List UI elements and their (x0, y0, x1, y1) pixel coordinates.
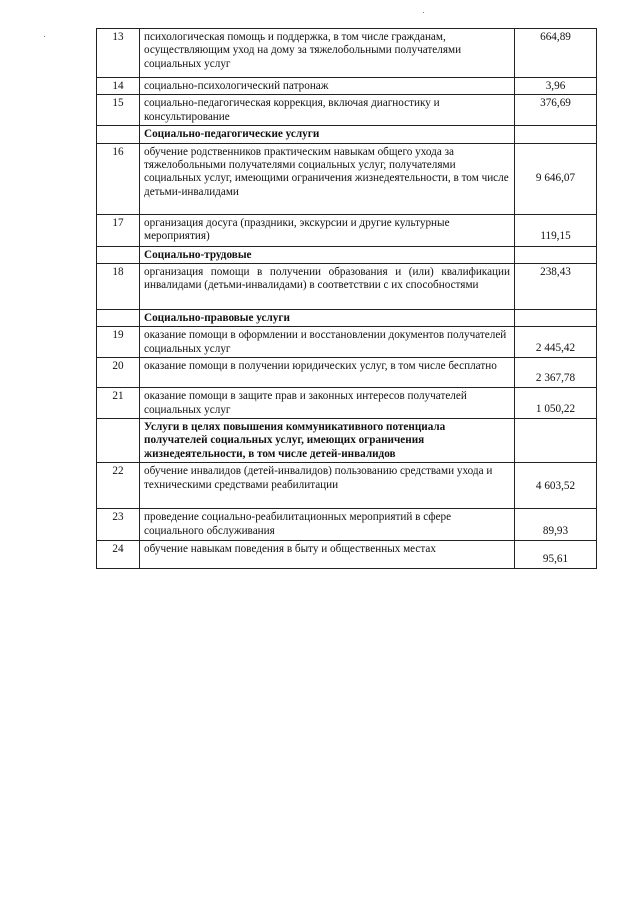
row-number: 21 (97, 388, 140, 419)
table-row (97, 214, 597, 246)
row-number: 24 (97, 541, 140, 569)
service-name: обучение родственников практическим навыкам общего ухода за тяжелобольными получателями социальных услуг, получателями социальных услуг, имеющими ограничения жизнедеятельности, в том числе детьми-инвалидами (140, 143, 515, 214)
table-row (97, 509, 597, 541)
row-number (97, 310, 140, 327)
service-name: социально-психологический патронаж (140, 78, 515, 95)
table-row (97, 95, 597, 126)
row-number: 14 (97, 78, 140, 95)
section-header-row (97, 126, 597, 143)
service-name: обучение инвалидов (детей-инвалидов) пользованию средствами ухода и техническими средствами реабилитации (140, 463, 515, 509)
service-price: 119,15 (515, 214, 597, 246)
service-price: 376,69 (515, 95, 597, 126)
row-number: 16 (97, 143, 140, 214)
service-price: 1 050,22 (515, 388, 597, 419)
row-number: 22 (97, 463, 140, 509)
service-name: психологическая помощь и поддержка, в том числе гражданам, осуществляющим уход на дому за тяжелобольными получателями социальных услуг (140, 29, 515, 78)
row-number: 19 (97, 327, 140, 358)
service-name: оказание помощи в защите прав и законных интересов получателей социальных услуг (140, 388, 515, 419)
service-name: обучение навыкам поведения в быту и общественных местах (140, 541, 515, 569)
table-row (97, 143, 597, 214)
section-title: Социально-трудовые (140, 246, 515, 263)
table-row (97, 388, 597, 419)
service-name: организация помощи в получении образования и (или) квалификации инвалидами (детьми-инвалидами) в соответствии с их способностями (140, 264, 515, 310)
section-header-row (97, 246, 597, 263)
service-price: 4 603,52 (515, 463, 597, 509)
service-name: социально-педагогическая коррекция, включая диагностику и консультирование (140, 95, 515, 126)
row-number: 13 (97, 29, 140, 78)
service-price: 2 445,42 (515, 327, 597, 358)
scan-speck (423, 12, 424, 13)
row-number: 23 (97, 509, 140, 541)
table-row (97, 463, 597, 509)
row-number (97, 126, 140, 143)
table-row (97, 78, 597, 95)
row-number (97, 246, 140, 263)
section-header-row (97, 419, 597, 463)
row-number: 17 (97, 214, 140, 246)
table-row (97, 327, 597, 358)
service-name: оказание помощи в оформлении и восстановлении документов получателей социальных услуг (140, 327, 515, 358)
service-name: организация досуга (праздники, экскурсии и другие культурные мероприятия) (140, 214, 515, 246)
row-number: 20 (97, 358, 140, 388)
service-price: 238,43 (515, 264, 597, 310)
service-price: 95,61 (515, 541, 597, 569)
service-price (515, 246, 597, 263)
scan-speck (44, 36, 45, 37)
service-price: 2 367,78 (515, 358, 597, 388)
services-table-body (97, 29, 597, 569)
services-price-table (96, 28, 597, 569)
row-number: 15 (97, 95, 140, 126)
table-row (97, 29, 597, 78)
service-price (515, 126, 597, 143)
row-number: 18 (97, 264, 140, 310)
table-row (97, 541, 597, 569)
service-price: 89,93 (515, 509, 597, 541)
service-price (515, 310, 597, 327)
table-row (97, 264, 597, 310)
service-name: проведение социально-реабилитационных мероприятий в сфере социального обслуживания (140, 509, 515, 541)
service-price: 3,96 (515, 78, 597, 95)
service-name: оказание помощи в получении юридических услуг, в том числе бесплатно (140, 358, 515, 388)
service-price: 9 646,07 (515, 143, 597, 214)
section-title: Социально-педагогические услуги (140, 126, 515, 143)
section-title: Социально-правовые услуги (140, 310, 515, 327)
service-price: 664,89 (515, 29, 597, 78)
section-title: Услуги в целях повышения коммуникативного потенциала получателей социальных услуг, имеющих ограничения жизнедеятельности, в том числе детей-инвалидов (140, 419, 515, 463)
service-price (515, 419, 597, 463)
table-row (97, 358, 597, 388)
section-header-row (97, 310, 597, 327)
row-number (97, 419, 140, 463)
